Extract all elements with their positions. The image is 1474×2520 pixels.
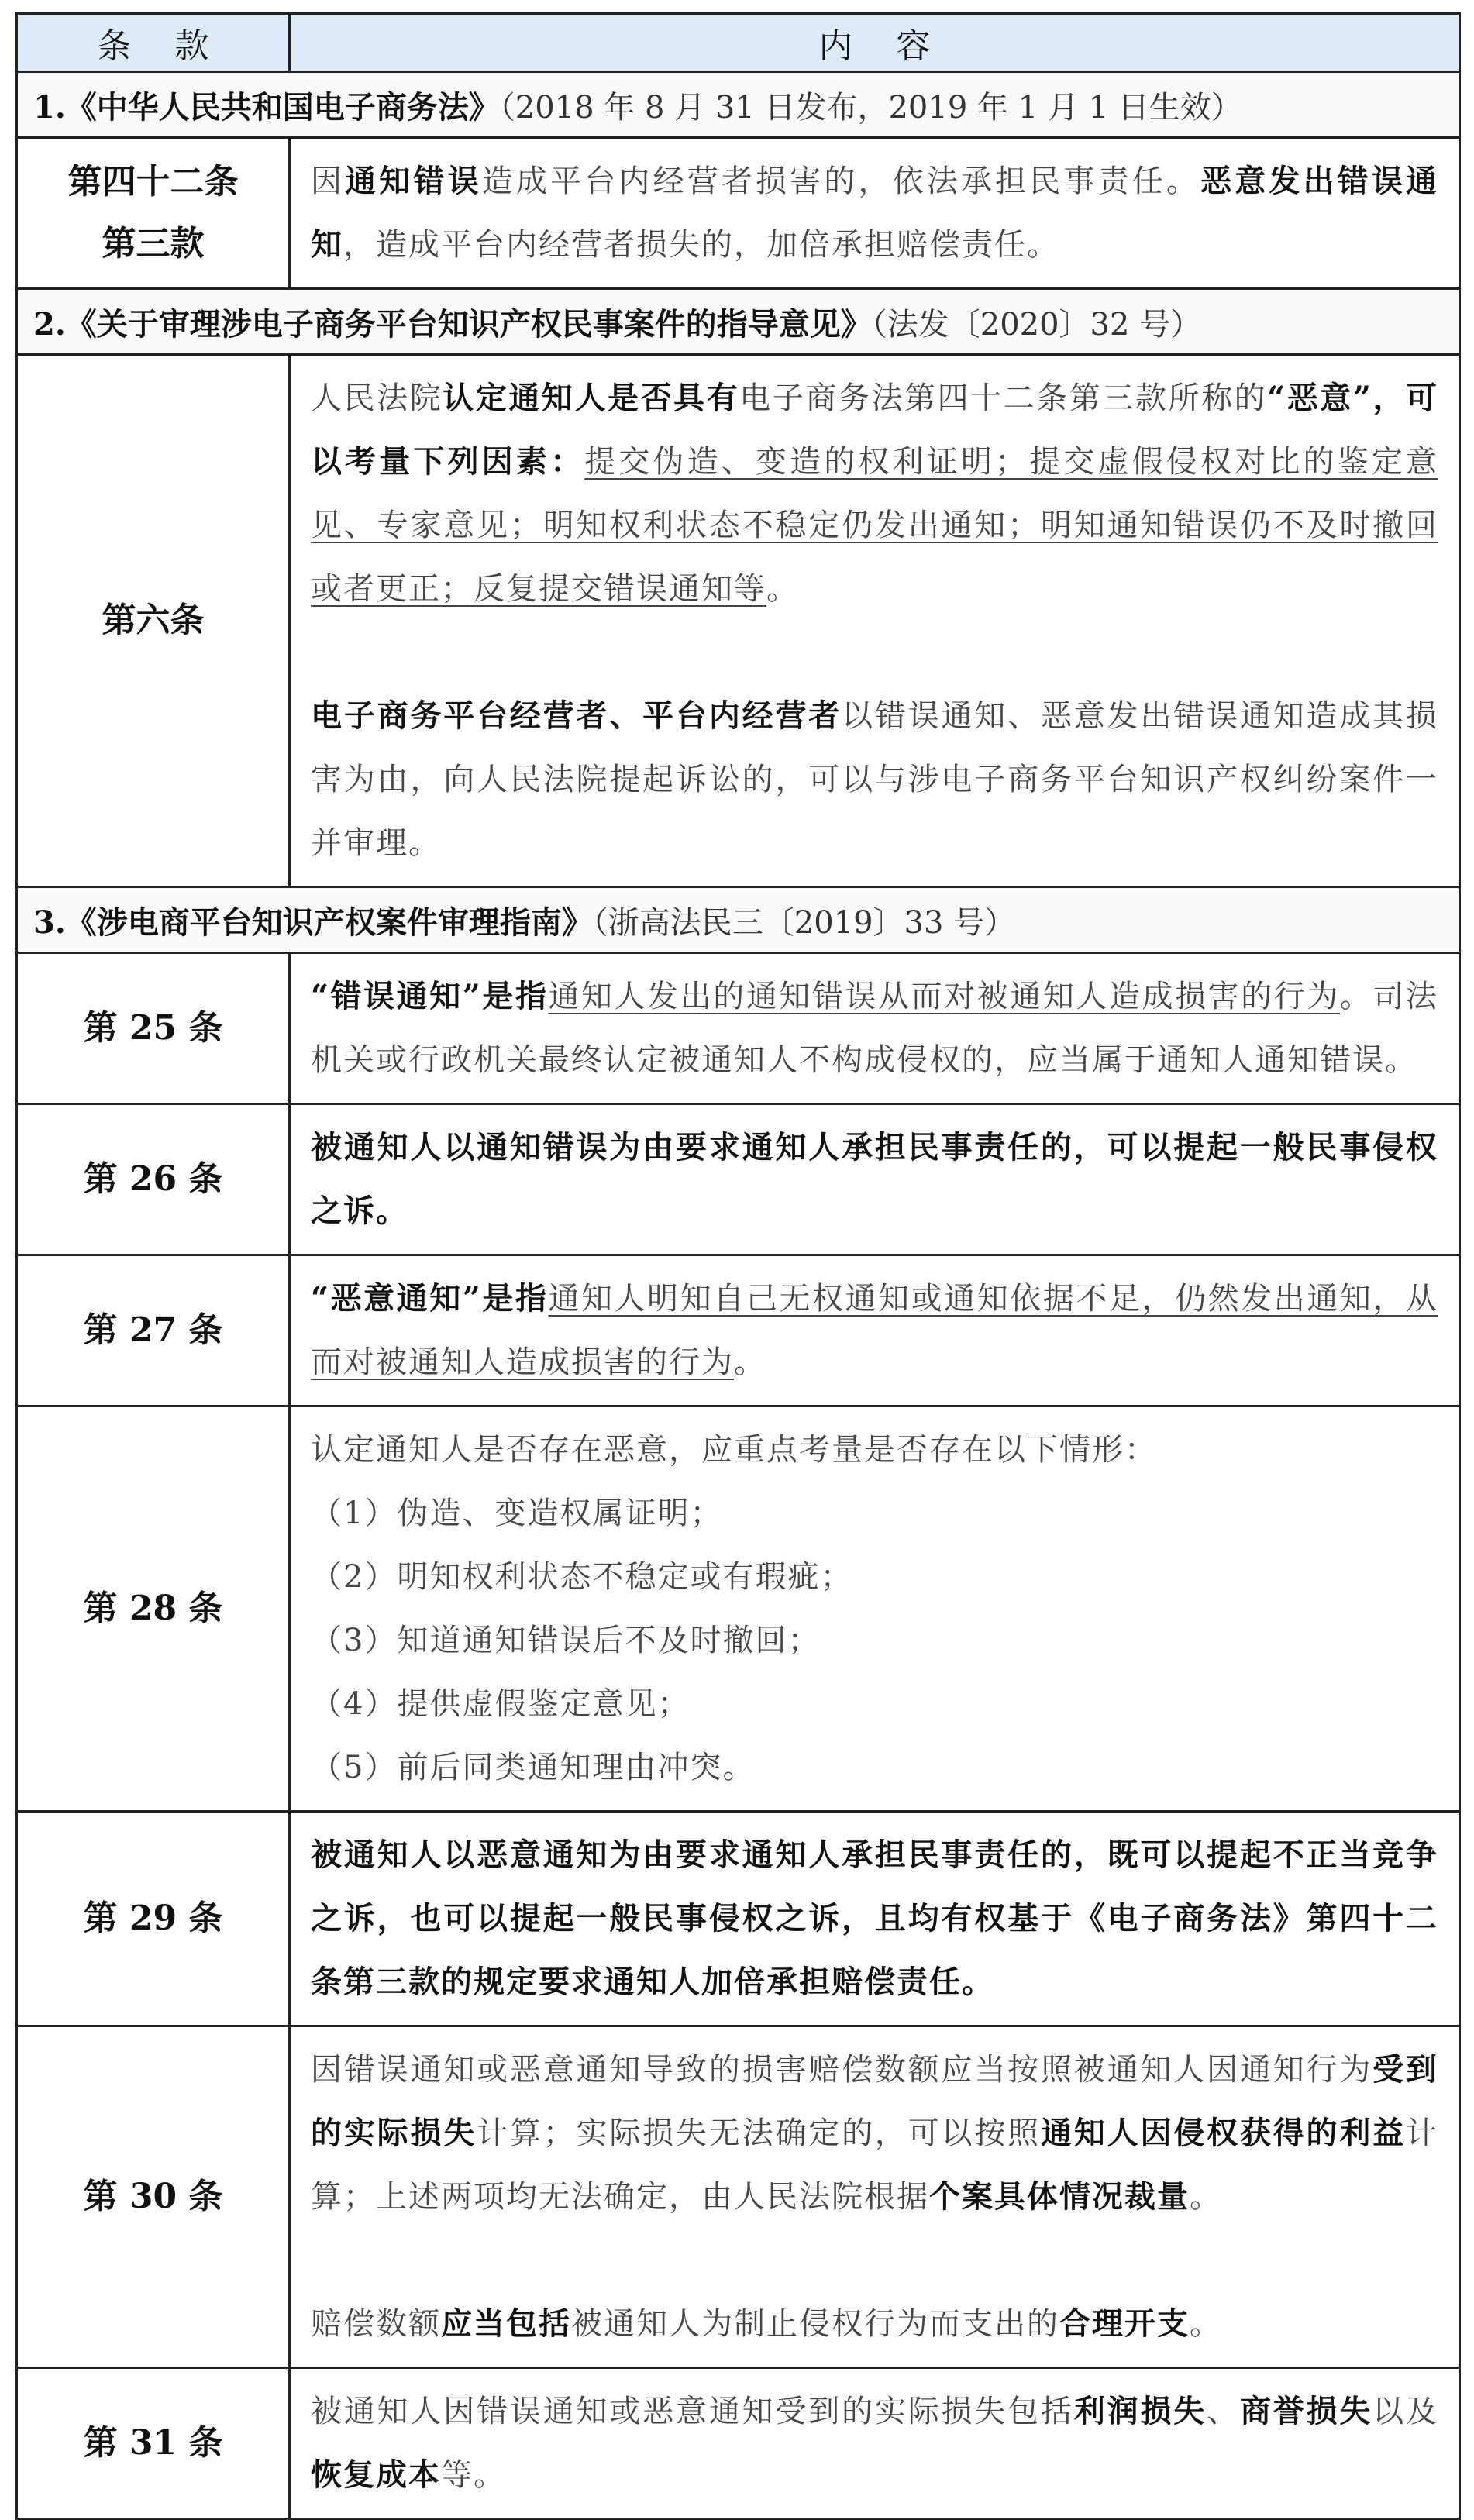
table-row (17, 355, 1460, 887)
table-row (17, 1104, 1460, 1255)
paragraph-gap (311, 2229, 1438, 2292)
content-cell (290, 2026, 1460, 2368)
content-paragraph (311, 965, 1438, 1092)
article-label: 第 30 条 (83, 2177, 223, 2216)
paragraph-gap (311, 621, 1438, 684)
section-title-cell (17, 72, 1460, 138)
section-title: 3.《涉电商平台知识产权案件审理指南》 (33, 904, 593, 941)
plain-text: 赔偿数额 (311, 2306, 441, 2342)
table-row (17, 138, 1460, 289)
document-page (15, 12, 1459, 2520)
plain-text: ，造成平台内经营者损失的，加倍承担赔偿责任。 (343, 227, 1059, 263)
article-label: 第 27 条 (83, 1310, 223, 1350)
bold-text: 个案具体情况裁量 (929, 2178, 1190, 2215)
section-title: 2.《关于审理涉电子商务平台知识产权民事案件的指导意见》 (33, 305, 872, 343)
plain-text: （1）伪造、变造权属证明； (311, 1496, 723, 1531)
article-label: 第 28 条 (83, 1589, 223, 1628)
content-cell (290, 355, 1460, 887)
article-label: 第 29 条 (83, 1899, 223, 1938)
plain-text: （4）提供虚假鉴定意见； (311, 1686, 691, 1722)
plain-text: 计算；实际损失无法确定的，可以按照 (477, 2115, 1042, 2151)
plain-text: 以及 (1372, 2394, 1439, 2429)
article-cell (17, 2026, 290, 2368)
table-body (17, 72, 1460, 2519)
content-paragraph (311, 1418, 1438, 1482)
article-cell (17, 1255, 290, 1406)
plain-text: 被通知人为制止侵权行为而支出的 (571, 2306, 1059, 2342)
plain-text: 。 (766, 571, 799, 607)
content-cell (290, 1812, 1460, 2026)
content-paragraph (311, 2380, 1438, 2507)
article-cell (17, 1104, 290, 1255)
bold-text: 电子商务平台经营者、平台内经营者 (311, 697, 842, 734)
plain-text: 认定通知人是否存在恶意，应重点考量是否存在以下情形： (311, 1432, 1157, 1468)
content-paragraph (311, 2292, 1438, 2356)
section-title: 1.《中华人民共和国电子商务法》 (33, 88, 500, 126)
content-cell (290, 1104, 1460, 1255)
article-label: 第 31 条 (83, 2423, 223, 2463)
content-paragraph (311, 150, 1438, 277)
underlined-text: 通知人明知自己无权通知或通知依据不足，仍然发出通知，从而对被通知人造成损害的行为 (311, 1281, 1439, 1380)
section-title-cell (17, 289, 1460, 355)
article-label: 第四十二条 (67, 162, 239, 201)
bold-text: 通知人因侵权获得的利益 (1041, 2115, 1407, 2151)
provisions-table (15, 12, 1461, 2520)
plain-text: 电子商务法第四十二条第三款所称的 (739, 380, 1268, 416)
section-note: （2018 年 8 月 31 日发布，2019 年 1 月 1 日生效） (499, 89, 1242, 126)
plain-text: 等。 (441, 2457, 506, 2493)
article-cell (17, 1406, 290, 1812)
content-paragraph (311, 2038, 1438, 2229)
plain-text: 人民法院 (311, 380, 443, 416)
article-label: 第六条 (102, 601, 205, 640)
content-paragraph (311, 684, 1438, 875)
article-cell (17, 953, 290, 1104)
section-row (17, 289, 1460, 355)
article-cell (17, 355, 290, 887)
bold-text: “恶意”，可以考量下列因素： (311, 380, 1439, 480)
section-row (17, 887, 1460, 953)
article-cell (17, 1812, 290, 2026)
plain-text: 。 (1190, 2306, 1222, 2342)
plain-text: 、 (1207, 2394, 1240, 2429)
plain-text: 因错误通知或恶意通知导致的损害赔偿数额应当按照被通知人因通知行为 (311, 2052, 1373, 2088)
content-paragraph (311, 1116, 1438, 1243)
plain-text: （2）明知权利状态不稳定或有瑕疵； (311, 1559, 853, 1595)
bold-text: 商誉损失 (1239, 2393, 1373, 2429)
bold-text: “恶意通知”是指 (311, 1280, 549, 1317)
section-row (17, 72, 1460, 138)
content-paragraph (311, 1609, 1438, 1672)
plain-text: 造成平台内经营者损害的，依法承担民事责任。 (481, 164, 1201, 199)
article-label: 第 26 条 (83, 1159, 223, 1199)
bold-text: 被通知人以恶意通知为由要求通知人承担民事责任的，既可以提起不正当竞争之诉，也可以提起一般民事侵权之诉，且均有权基于《电子商务法》第四十二条第三款的规定要求通知人加倍承担赔偿责任。 (311, 1837, 1438, 2000)
bold-text: 受到的实际损失 (311, 2051, 1439, 2151)
bold-text: 恶意发出错误通知 (311, 163, 1438, 263)
table-row (17, 1812, 1460, 2026)
content-paragraph (311, 1672, 1438, 1736)
bold-text: 恢复成本 (311, 2456, 441, 2493)
table-row (17, 1255, 1460, 1406)
content-cell (290, 953, 1460, 1104)
content-paragraph (311, 1736, 1438, 1799)
table-header-row (17, 14, 1460, 72)
plain-text: （3）知道通知错误后不及时撤回； (311, 1623, 821, 1658)
bold-text: 应当包括 (441, 2305, 571, 2342)
content-paragraph (311, 1545, 1438, 1609)
plain-text: 计算；上述两项均无法确定，由人民法院根据 (311, 2115, 1439, 2215)
underlined-text: 提交伪造、变造的权利证明；提交虚假侵权对比的鉴定意见、专家意见；明知权利状态不稳定仍发出通知；明知通知错误仍不及时撤回或者更正；反复提交错误通知等 (311, 444, 1438, 607)
content-paragraph (311, 1823, 1438, 2014)
bold-text: 利润损失 (1073, 2393, 1207, 2429)
section-title-cell (17, 887, 1460, 953)
table-row (17, 953, 1460, 1104)
content-paragraph (311, 367, 1438, 621)
plain-text: 被通知人因错误通知或恶意通知受到的实际损失包括 (311, 2394, 1074, 2429)
section-note: （法发〔2020〕32 号） (871, 306, 1202, 343)
header-content-column: 内容 (290, 14, 1460, 72)
underlined-text: 通知人发出的通知错误从而对被通知人造成损害的行为 (548, 979, 1340, 1014)
article-label: 第三款 (102, 224, 205, 263)
content-cell (290, 1406, 1460, 1812)
plain-text: 。司法机关或行政机关最终认定被通知人不构成侵权的，应当属于通知人通知错误。 (311, 979, 1439, 1078)
article-cell (17, 138, 290, 289)
section-note: （浙高法民三〔2019〕33 号） (592, 904, 1016, 941)
header-article-column: 条款 (17, 14, 290, 72)
plain-text: 。 (1190, 2179, 1222, 2215)
bold-text: 认定通知人是否具有 (443, 380, 740, 416)
bold-text: “错误通知”是指 (311, 978, 549, 1014)
bold-text: 被通知人以通知错误为由要求通知人承担民事责任的，可以提起一般民事侵权之诉。 (311, 1129, 1438, 1229)
article-cell (17, 2368, 290, 2519)
plain-text: （5）前后同类通知理由冲突。 (311, 1750, 756, 1785)
content-cell (290, 2368, 1460, 2519)
plain-text: 因 (311, 164, 346, 199)
plain-text: 以错误通知、恶意发出错误通知造成其损害为由，向人民法院提起诉讼的，可以与涉电子商务平台知识产权纠纷案件一并审理。 (311, 698, 1439, 861)
bold-text: 通知错误 (345, 163, 482, 199)
content-paragraph (311, 1267, 1438, 1394)
article-label: 第 25 条 (83, 1008, 223, 1048)
table-row (17, 2026, 1460, 2368)
plain-text: 。 (734, 1344, 766, 1380)
content-paragraph (311, 1482, 1438, 1545)
content-cell (290, 1255, 1460, 1406)
bold-text: 合理开支 (1059, 2305, 1190, 2342)
table-row (17, 2368, 1460, 2519)
table-row (17, 1406, 1460, 1812)
content-cell (290, 138, 1460, 289)
